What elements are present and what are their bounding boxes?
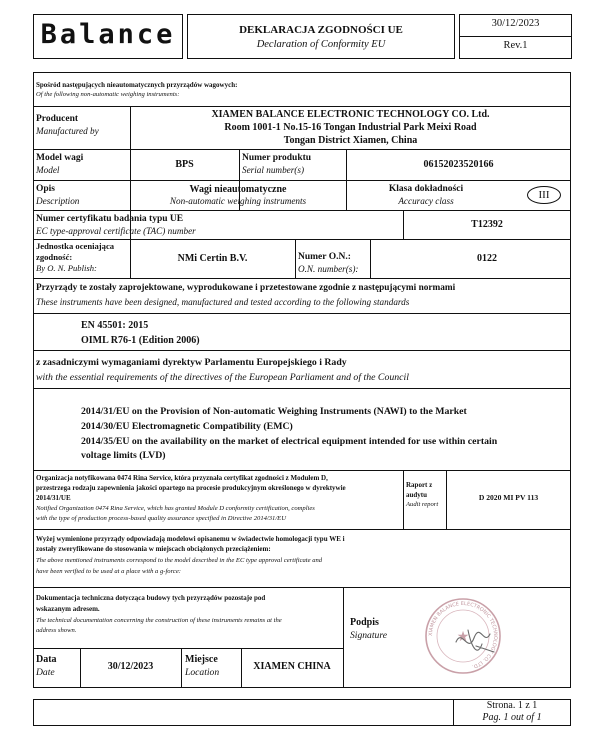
on-number-label: Numer O.N.: [298, 252, 351, 262]
date-label: Data [36, 654, 57, 665]
assessment-body-label-en: By O. N. Publish: [36, 263, 97, 273]
producer-address-1: Room 1001-1 No.15-16 Tongan Industrial Park Meixi Road [224, 122, 477, 133]
designed-statement: Przyrządy te zostały zaprojektowane, wyprodukowane i przetestowane zgodnie z następującymi normami [36, 283, 456, 293]
directive-nawi: 2014/31/EU on the Provision of Non-automatic Weighing Instruments (NAWI) to the Market [81, 406, 467, 417]
signature-label-en: Signature [350, 630, 387, 641]
notified-text-1: Organizacja notyfikowana 0474 Rina Service, która przyznała certyfikat zgodności z Modułem D, [36, 474, 328, 482]
date-value: 30/12/2023 [107, 661, 154, 672]
location-value: XIAMEN CHINA [253, 661, 331, 672]
document-title-en: Declaration of Conformity EU [256, 39, 386, 50]
intro-text-en: Of the following non-automatic weighing instruments: [36, 91, 180, 98]
model-value: BPS [175, 159, 194, 170]
accuracy-class-label: Klasa dokładności [388, 184, 464, 194]
notified-text-2: przestrzega rodzaju zapewnienia jakości opartego na procesie produkcyjnym określonego w dyrektywie [36, 484, 346, 492]
seal-star: ★ [456, 629, 470, 645]
standard-oiml-r76: OIML R76-1 (Edition 2006) [81, 335, 200, 346]
intro-text: Spośród następujących nieautomatycznych przyrządów wagowych: [36, 81, 238, 89]
serial-label-en: Serial number(s) [242, 165, 305, 175]
notified-text-3: 2014/31/UE [36, 494, 71, 502]
assessment-body-value: NMi Certin B.V. [177, 253, 248, 264]
description-label-en: Description [36, 196, 80, 206]
page-number-en: Pag. 1 out of 1 [482, 712, 542, 723]
directives-intro: z zasadniczymi wymaganiami dyrektyw Parlamentu Europejskiego i Rady [36, 357, 347, 368]
certificate-label-en: EC type-approval certificate (TAC) number [36, 226, 196, 236]
documentation-text-en-2: address shown. [36, 627, 77, 634]
on-number-value: 0122 [477, 253, 497, 264]
header-date: 30/12/2023 [491, 18, 540, 29]
notified-text-en-2: with the type of production process-based quality assurance specified in Directive 2014/31/EU [36, 515, 286, 522]
audit-report-label: Raport z [406, 481, 433, 489]
standard-en45501: EN 45501: 2015 [81, 320, 149, 331]
audit-report-value: D 2020 MI PV 113 [478, 493, 539, 502]
accuracy-class-label-en: Accuracy class [398, 196, 454, 206]
documentation-text-1: Dokumentacja techniczna dotycząca budowy tych przyrządów pozostaje pod [36, 594, 266, 602]
compliance-text-en-1: The above mentioned instruments correspond to the model described in the EC type approval certificate and [36, 557, 323, 564]
model-label-en: Model [36, 165, 60, 175]
documentation-text-en-1: The technical documentation concerning the construction of these instruments remains at the [36, 617, 282, 624]
audit-report-label-2: audytu [406, 491, 428, 499]
document-title: DEKLARACJA ZGODNOŚCI UE [239, 24, 403, 36]
directive-lvd-cont: voltage limits (LVD) [81, 450, 166, 461]
certificate-value: T12392 [471, 219, 503, 230]
description-value-en: Non-automatic weighing instruments [169, 196, 307, 206]
audit-report-label-en: Audit report [406, 501, 439, 508]
producer-label: Producent [36, 114, 79, 124]
location-label-en: Location [185, 667, 220, 678]
directive-emc: 2014/30/EU Electromagnetic Compatibility (EMC) [81, 421, 293, 432]
date-label-en: Date [36, 667, 55, 678]
serial-value: 06152023520166 [423, 159, 494, 170]
model-label: Model wagi [36, 153, 84, 163]
seal-text: XIAMEN BALANCE ELECTRONIC TECHNOLOGY CO. LTD. [427, 600, 499, 670]
page-number: Strona. 1 z 1 [486, 700, 538, 711]
compliance-text-2: zostały zweryfikowane do stosowania w miejscach obciążonych przeciążeniem: [36, 545, 271, 553]
description-value: Wagi nieautomatyczne [189, 184, 287, 195]
description-label: Opis [36, 184, 56, 194]
producer-address-2: Tongan District Xiamen, China [283, 135, 418, 146]
compliance-text-en-2: have been verified to be used at a place with a g-force: [36, 568, 181, 575]
company-logo: Balance [40, 19, 176, 50]
on-number-label-en: O.N. number(s): [298, 264, 359, 274]
header-revision: Rev.1 [503, 40, 528, 51]
producer-label-en: Manufactured by [36, 126, 99, 136]
designed-statement-en: These instruments have been designed, manufactured and tested according to the following standards [36, 297, 410, 307]
serial-label: Numer produktu [242, 153, 312, 163]
assessment-body-label-2: zgodność: [36, 252, 73, 262]
producer-name: XIAMEN BALANCE ELECTRONIC TECHNOLOGY CO. Ltd. [211, 109, 490, 120]
compliance-text-1: Wyżej wymienione przyrządy odpowiadają modelowi opisanemu w świadectwie homologacji typu WE i [36, 535, 345, 543]
directives-intro-en: with the essential requirements of the directives of the European Parliament and of the Council [36, 372, 409, 383]
accuracy-class-value: III [538, 189, 550, 201]
signature-label: Podpis [350, 617, 379, 628]
accuracy-class-badge [527, 186, 561, 204]
notified-text-en-1: Notified Organization 0474 Rina Service, which has granted Module D conformity certification, complies [36, 505, 315, 512]
company-seal-stamp [418, 594, 508, 678]
directive-lvd: 2014/35/EU on the availability on the market of electrical equipment intended for use within certain [81, 436, 498, 447]
certificate-label: Numer certyfikatu badania typu UE [36, 214, 184, 224]
documentation-text-2: wskazanym adresem. [36, 605, 100, 613]
assessment-body-label: Jednostka oceniająca [36, 241, 115, 251]
location-label: Miejsce [185, 654, 218, 665]
